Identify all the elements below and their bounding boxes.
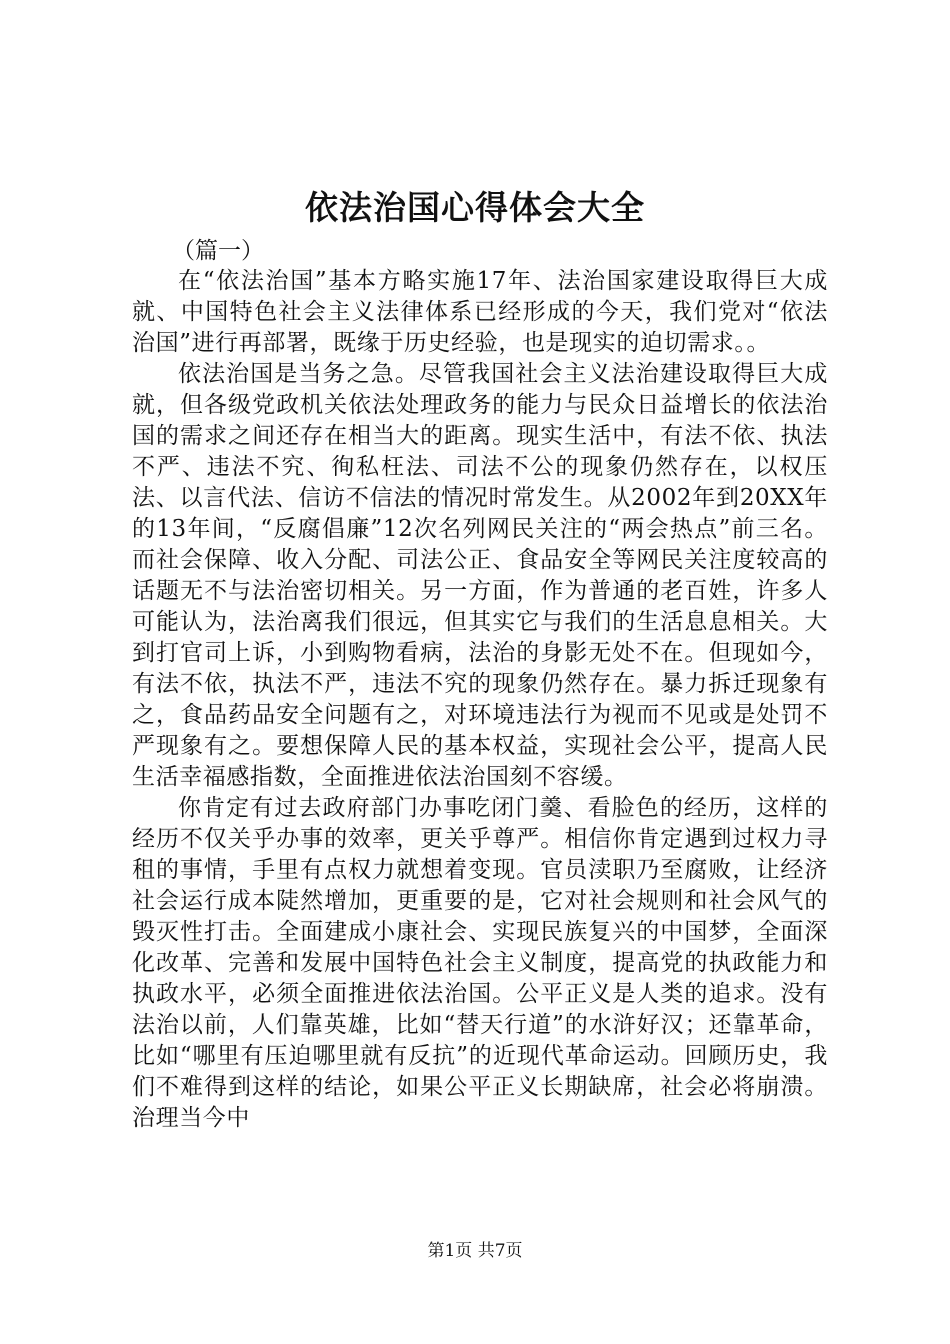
section-label: （篇一） bbox=[172, 238, 264, 264]
body-text bbox=[132, 266, 828, 1134]
paragraph: 依法治国是当务之急。尽管我国社会主义法治建设取得巨大成就，但各级党政机关依法处理政务的能力与民众日益增长的依法治国的需求之间还存在相当大的距离。现实生活中，有法不依、执法不严、违法不究、徇私枉法、司法不公的现象仍然存在，以权压法、以言代法、信访不信法的情况时常发生。从2002年到20XX年的13年间，“反腐倡廉”12次名列网民关注的“两会热点”前三名。而社会保障、收入分配、司法公正、食品安全等网民关注度较高的话题无不与法治密切相关。另一方面，作为普通的老百姓，许多人可能认为，法治离我们很远，但其实它与我们的生活息息相关。大到打官司上诉，小到购物看病，法治的身影无处不在。但现如今，有法不依，执法不严，违法不究的现象仍然存在。暴力拆迁现象有之，食品药品安全问题有之，对环境违法行为视而不见或是处罚不严现象有之。要想保障人民的基本权益，实现社会公平，提高人民生活幸福感指数，全面推进依法治国刻不容缓。 bbox=[132, 361, 828, 790]
page-title: 依法治国心得体会大全 bbox=[305, 188, 645, 227]
paragraph: 你肯定有过去政府部门办事吃闭门羹、看脸色的经历，这样的经历不仅关乎办事的效率，更关乎尊严。相信你肯定遇到过权力寻租的事情，手里有点权力就想着变现。官员渎职乃至腐败，让经济社会运行成本陡然增加，更重要的是，它对社会规则和社会风气的毁灭性打击。全面建成小康社会、实现民族复兴的中国梦，全面深化改革、完善和发展中国特色社会主义制度，提高党的执政能力和执政水平，必须全面推进依法治国。公平正义是人类的追求。没有法治以前，人们靠英雄，比如“替天行道”的水浒好汉；还靠革命，比如“哪里有压迫哪里就有反抗”的近现代革命运动。回顾历史，我们不难得到这样的结论，如果公平正义长期缺席，社会必将崩溃。治理当今中 bbox=[132, 795, 828, 1131]
paragraph: 在“依法治国”基本方略实施17年、法治国家建设取得巨大成就、中国特色社会主义法律体系已经形成的今天，我们党对“依法治国”进行再部署，既缘于历史经验，也是现实的迫切需求。。 bbox=[132, 268, 828, 356]
page-footer: 第1页 共7页 bbox=[427, 1241, 523, 1261]
